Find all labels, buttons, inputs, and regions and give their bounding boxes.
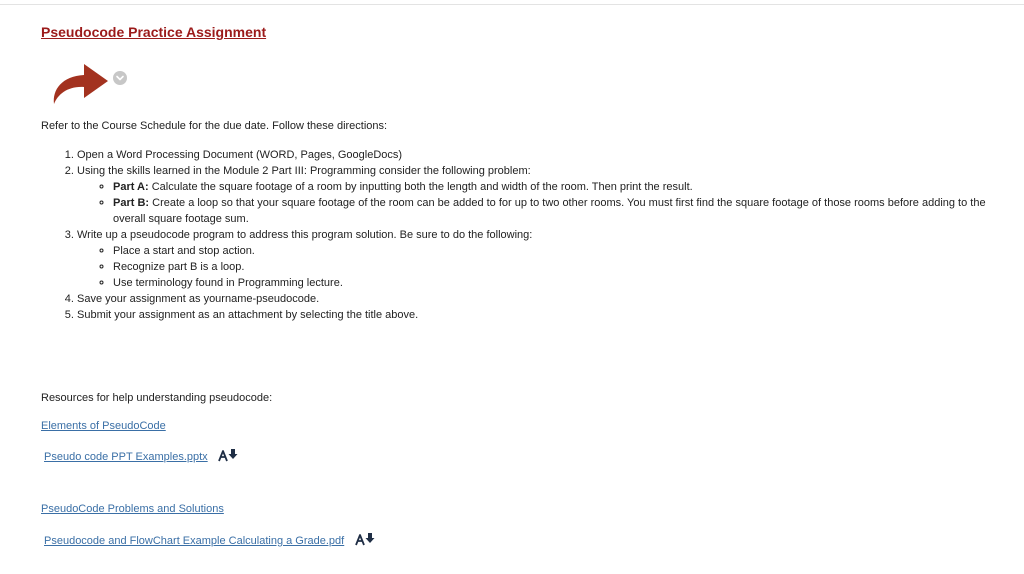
link-elements-of-pseudocode[interactable]: Elements of PseudoCode — [41, 420, 166, 432]
part-a-label: Part A: — [113, 181, 149, 193]
share-arrow-icon[interactable] — [46, 56, 108, 106]
step-3 — [77, 227, 1017, 291]
step-3-sublist — [77, 243, 1017, 291]
assignment-title-link[interactable]: Pseudocode Practice Assignment — [41, 24, 267, 40]
link-pseudo-code-ppt-examples[interactable]: Pseudo code PPT Examples.pptx — [44, 451, 208, 463]
file-row-pdf — [44, 531, 375, 549]
part-b-label: Part B: — [113, 197, 150, 209]
step-2-sublist — [77, 179, 1017, 227]
download-icon[interactable] — [355, 532, 375, 546]
step-4: 4. Save your assignment as yourname-pseudocode. — [77, 291, 1017, 307]
link-pseudocode-problems-solutions[interactable]: PseudoCode Problems and Solutions — [41, 503, 224, 515]
step-1: 1. Open a Word Processing Document (WORD, Pages, GoogleDocs) — [77, 147, 1017, 163]
options-menu-button[interactable] — [113, 71, 127, 85]
step-3-text: Write up a pseudocode program to address this program solution. Be sure to do the following: — [77, 229, 533, 241]
part-b-text: Create a loop so that your square footage of the room can be added to for up to two other rooms. You must first find the square footage of those rooms before adding to the overall square footage sum. — [113, 197, 986, 225]
chevron-down-icon — [113, 71, 127, 85]
step-3-sub-item: ◦ Use terminology found in Programming lecture. — [113, 275, 1017, 291]
top-divider — [0, 4, 1024, 5]
part-a — [113, 179, 1017, 195]
intro-text: Refer to the Course Schedule for the due date. Follow these directions: — [41, 120, 388, 132]
resources-heading: Resources for help understanding pseudocode: — [41, 392, 273, 404]
step-2-text: Using the skills learned in the Module 2 Part III: Programming consider the following problem: — [77, 165, 531, 177]
part-a-text: Calculate the square footage of a room by inputting both the length and width of the room. Then print the result. — [148, 181, 693, 193]
link-pseudocode-flowchart-example[interactable]: Pseudocode and FlowChart Example Calculating a Grade.pdf — [44, 535, 345, 547]
file-row-ppt — [44, 447, 238, 465]
step-2 — [77, 163, 1017, 227]
step-5: 5. Submit your assignment as an attachment by selecting the title above. — [77, 307, 1017, 323]
step-3-sub-item: ◦ Place a start and stop action. — [113, 243, 1017, 259]
directions-list — [41, 147, 1017, 323]
download-icon[interactable] — [218, 448, 238, 462]
step-3-sub-item: ◦ Recognize part B is a loop. — [113, 259, 1017, 275]
part-b — [113, 195, 1017, 227]
